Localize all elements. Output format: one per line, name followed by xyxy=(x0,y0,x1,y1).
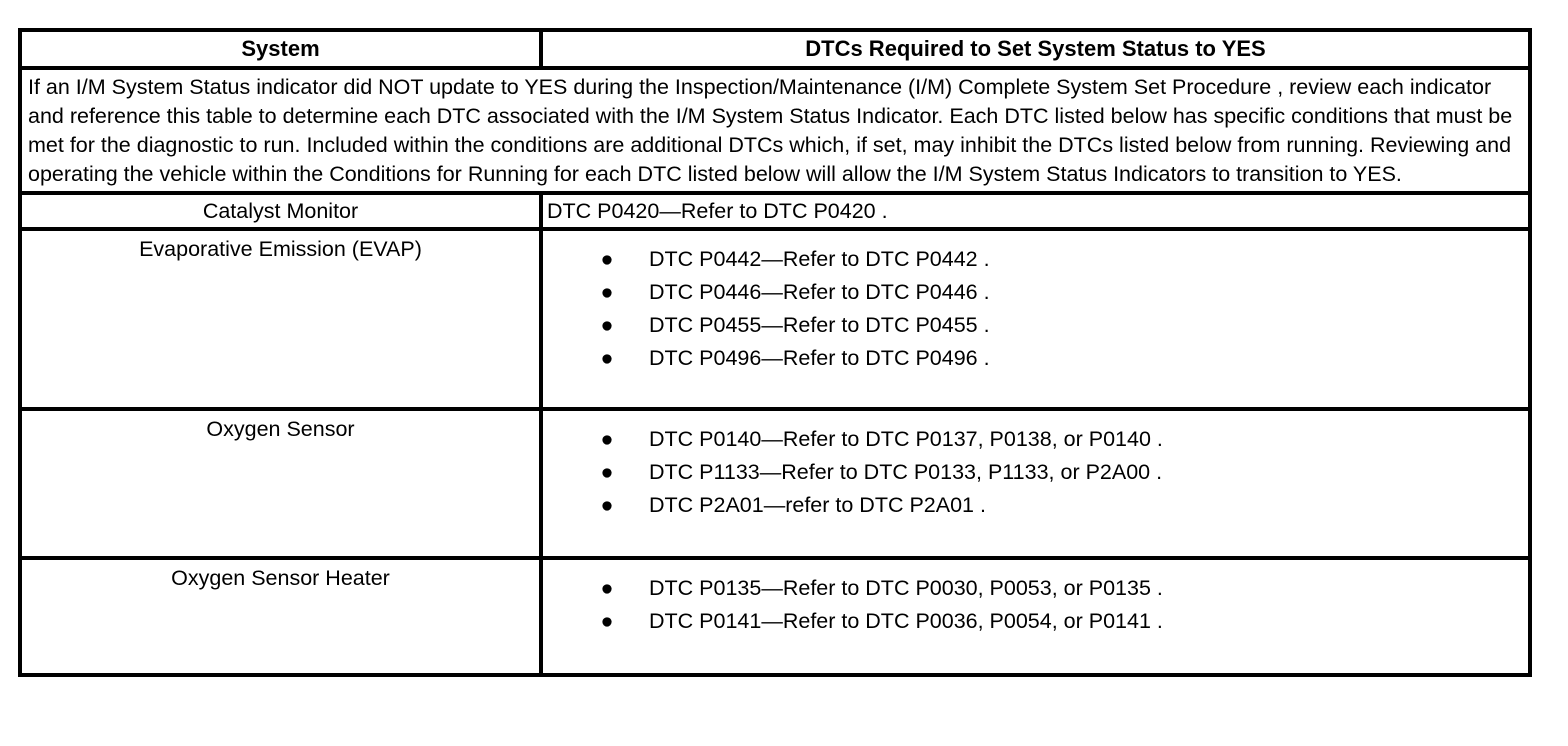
bullet-icon: ● xyxy=(600,493,614,517)
table-row xyxy=(20,193,1530,229)
dtc-text: DTC P2A01—refer to DTC P2A01 . xyxy=(649,493,986,517)
bullet-icon: ● xyxy=(600,576,614,600)
system-name: Oxygen Sensor Heater xyxy=(171,566,390,590)
table-row xyxy=(20,229,1530,409)
intro-text: If an I/M System Status indicator did NOT update to YES during the Inspection/Maintenance (I/M) Complete System Set Procedure , review each indicator and reference this table to determine each DTC associated with the I/M System Status Indicator. Each DTC listed below has specific conditions that must be met for the diagnostic to run. Included within the conditions are additional DTCs which, if set, may inhibit the DTCs listed below from running. Reviewing and operating the vehicle within the Conditions for Running for each DTC listed below will allow the I/M System Status Indicators to transition to YES. xyxy=(20,68,1530,193)
list-item xyxy=(597,456,1528,489)
dtc-text: DTC P0442—Refer to DTC P0442 . xyxy=(649,247,990,271)
dtc-text: DTC P0420—Refer to DTC P0420 . xyxy=(541,193,1530,229)
dtc-text: DTC P0446—Refer to DTC P0446 . xyxy=(649,280,990,304)
bullet-icon: ● xyxy=(600,460,614,484)
list-item xyxy=(597,605,1528,638)
header-dtcs: DTCs Required to Set System Status to YES xyxy=(541,30,1530,68)
dtc-text: DTC P0496—Refer to DTC P0496 . xyxy=(649,346,990,370)
dtc-cell xyxy=(541,558,1530,675)
dtc-text: DTC P0135—Refer to DTC P0030, P0053, or P0135 . xyxy=(649,576,1163,600)
list-item xyxy=(597,489,1528,522)
bullet-icon: ● xyxy=(600,609,614,633)
list-item xyxy=(597,309,1528,342)
dtc-cell xyxy=(541,229,1530,409)
dtc-text: DTC P0140—Refer to DTC P0137, P0138, or P0140 . xyxy=(649,427,1163,451)
dtc-list xyxy=(543,411,1528,522)
system-cell xyxy=(20,558,541,675)
bullet-icon: ● xyxy=(600,280,614,304)
list-item xyxy=(597,342,1528,375)
dtc-text: DTC P0141—Refer to DTC P0036, P0054, or P0141 . xyxy=(649,609,1163,633)
dtc-list xyxy=(543,560,1528,638)
list-item xyxy=(597,276,1528,309)
list-item xyxy=(597,572,1528,605)
bullet-icon: ● xyxy=(600,427,614,451)
bullet-icon: ● xyxy=(600,313,614,337)
bullet-icon: ● xyxy=(600,346,614,370)
system-name: Oxygen Sensor xyxy=(206,417,355,441)
dtc-text: DTC P0455—Refer to DTC P0455 . xyxy=(649,313,990,337)
list-item xyxy=(597,243,1528,276)
header-system: System xyxy=(20,30,541,68)
table-row xyxy=(20,558,1530,675)
system-cell xyxy=(20,229,541,409)
dtc-cell xyxy=(541,409,1530,558)
system-name: Evaporative Emission (EVAP) xyxy=(139,237,422,261)
bullet-icon: ● xyxy=(600,247,614,271)
dtc-text: DTC P1133—Refer to DTC P0133, P1133, or P2A00 . xyxy=(649,460,1163,484)
dtc-table xyxy=(18,28,1532,677)
system-name: Catalyst Monitor xyxy=(20,193,541,229)
system-cell xyxy=(20,409,541,558)
dtc-list xyxy=(543,231,1528,375)
list-item xyxy=(597,423,1528,456)
intro-row xyxy=(20,68,1530,193)
table-row xyxy=(20,409,1530,558)
header-row xyxy=(20,30,1530,68)
